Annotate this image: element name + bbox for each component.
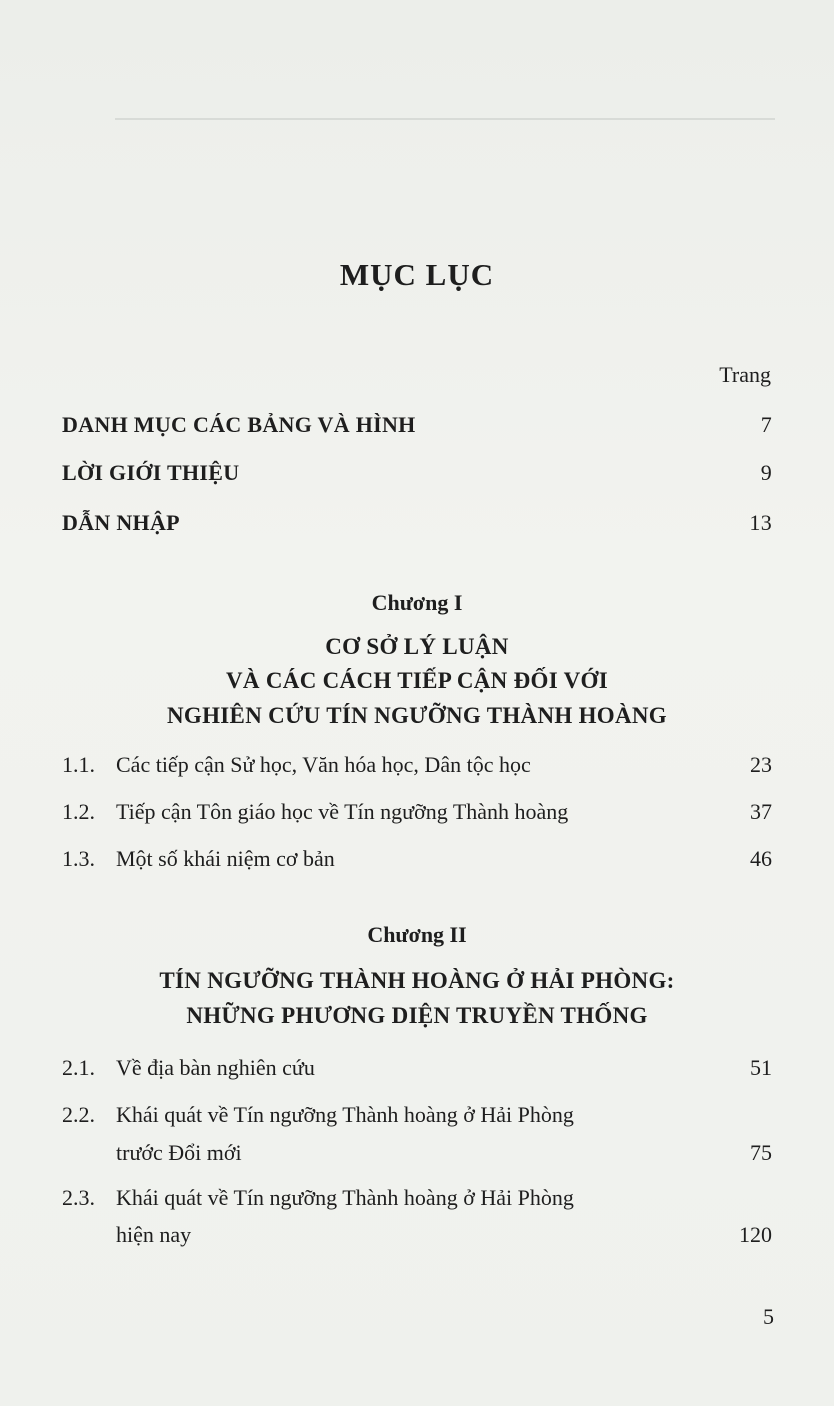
chapter-2-title-line-2: NHỮNG PHƯƠNG DIỆN TRUYỀN THỐNG [186,1003,648,1028]
chapter-1-label: Chương I [371,590,463,615]
section-text-line-2: trước Đổi mới [116,1140,242,1165]
page-column-label: Trang [719,362,771,387]
page-number: 5 [763,1304,774,1329]
section-number: 1.1. [62,752,95,777]
bleed-through-rule [115,118,775,120]
page-title: MỤC LỤC [339,257,495,292]
toc-entry-page: 13 [749,510,772,535]
section-text: Tiếp cận Tôn giáo học về Tín ngưỡng Thành hoàng [116,799,569,824]
toc-entry-page: 7 [760,412,772,437]
chapter-1-title-line-3: NGHIÊN CỨU TÍN NGƯỠNG THÀNH HOÀNG [167,703,667,728]
section-page: 120 [739,1222,772,1247]
section-page: 37 [750,799,772,824]
toc-section-2-3[interactable] [62,1185,772,1211]
toc-section-2-2-continued[interactable] [62,1140,772,1166]
section-text: Các tiếp cận Sử học, Văn hóa học, Dân tộc học [116,752,531,777]
toc-entry-label: LỜI GIỚI THIỆU [62,460,240,485]
section-number: 2.2. [62,1102,95,1127]
section-text: Khái quát về Tín ngưỡng Thành hoàng ở Hải Phòng [116,1185,574,1210]
section-number: 1.2. [62,799,95,824]
toc-entry-label: DẪN NHẬP [62,510,180,535]
chapter-2-label: Chương II [367,922,467,947]
toc-entry-preface[interactable] [62,510,772,536]
toc-section-2-3-continued[interactable] [62,1222,772,1248]
section-page: 46 [750,846,772,871]
toc-section-2-2[interactable] [62,1102,772,1128]
section-page: 75 [750,1140,772,1165]
toc-entry-page: 9 [760,460,772,485]
section-text: Một số khái niệm cơ bản [116,846,335,871]
chapter-1-title-line-2: VÀ CÁC CÁCH TIẾP CẬN ĐỐI VỚI [226,668,608,693]
section-text: Về địa bàn nghiên cứu [116,1055,315,1080]
toc-entry-introduction[interactable] [62,460,772,486]
toc-section-1-1[interactable] [62,752,772,778]
section-number: 2.1. [62,1055,95,1080]
section-text-line-2: hiện nay [116,1222,192,1247]
chapter-1-title-line-1: CƠ SỞ LÝ LUẬN [325,634,509,659]
section-number: 2.3. [62,1185,95,1210]
section-number: 1.3. [62,846,95,871]
toc-section-2-1[interactable] [62,1055,772,1081]
toc-section-1-2[interactable] [62,799,772,825]
chapter-2-title-line-1: TÍN NGƯỠNG THÀNH HOÀNG Ở HẢI PHÒNG: [159,968,675,993]
section-text: Khái quát về Tín ngưỡng Thành hoàng ở Hải Phòng [116,1102,574,1127]
toc-entry-list-of-tables[interactable] [62,412,772,438]
toc-section-1-3[interactable] [62,846,772,872]
toc-entry-label: DANH MỤC CÁC BẢNG VÀ HÌNH [62,412,416,437]
section-page: 23 [750,752,772,777]
section-page: 51 [750,1055,772,1080]
